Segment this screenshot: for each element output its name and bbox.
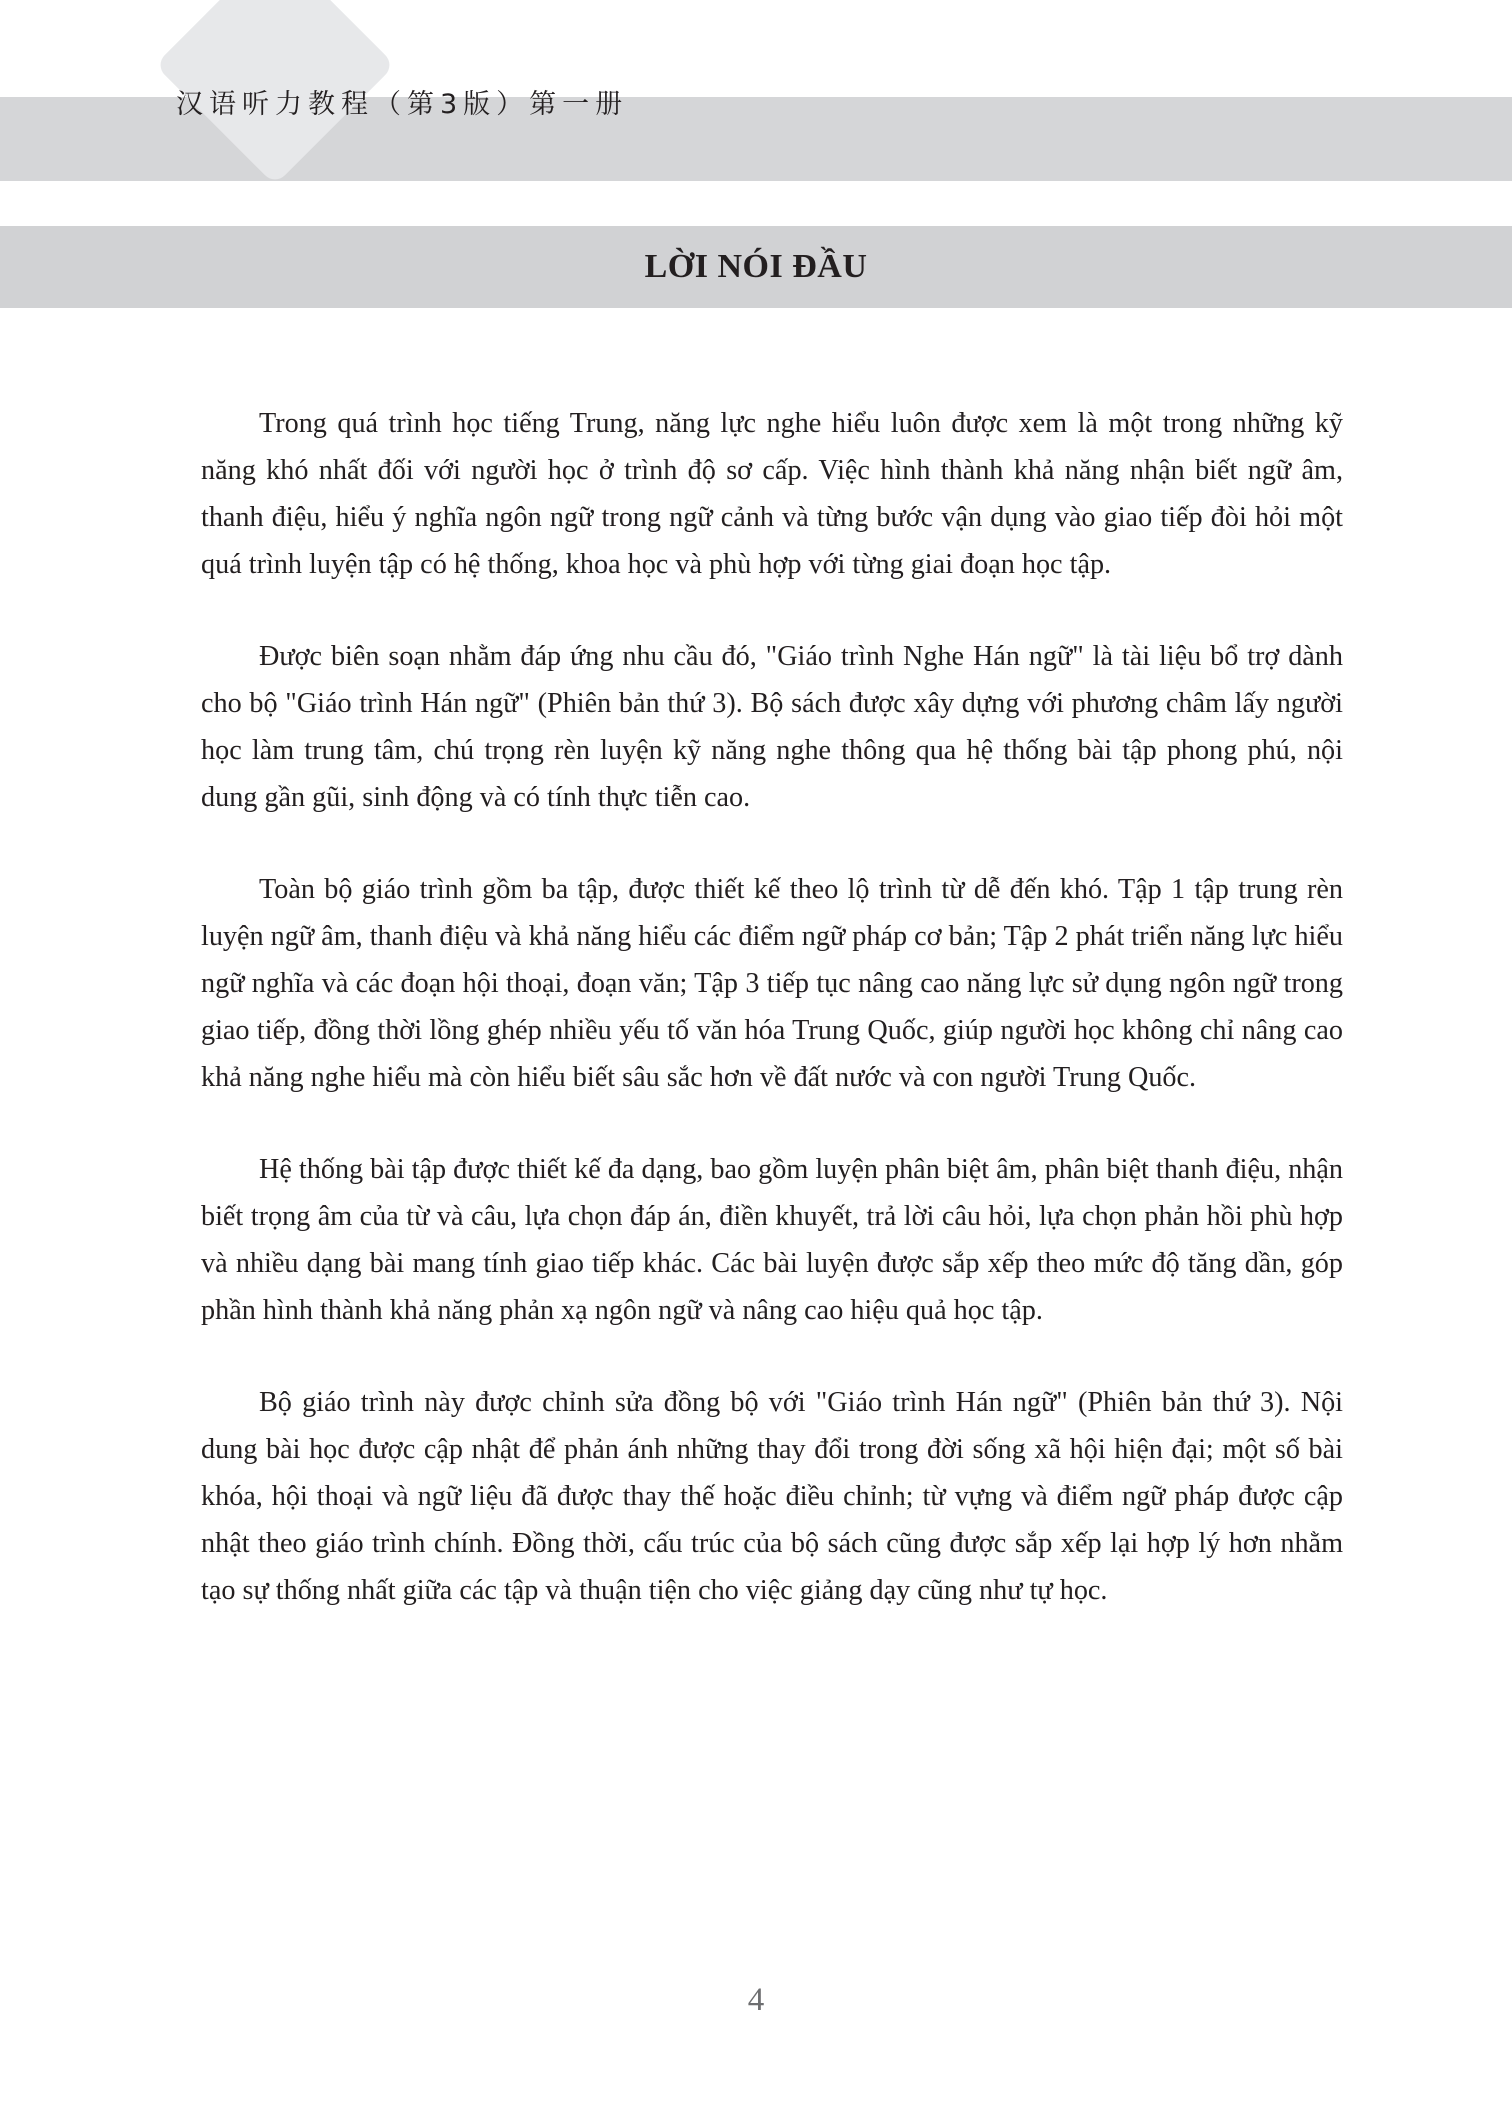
paragraph-5: Bộ giáo trình này được chỉnh sửa đồng bộ với "Giáo trình Hán ngữ" (Phiên bản thứ 3). Nội dung bài học được cập nhật để phản ánh những thay đổi trong đời sống xã hội hiện đại; một số bài khóa, hội thoại và ngữ liệu đã được thay thế hoặc điều chỉnh; từ vựng và điểm ngữ pháp được cập nhật theo giáo trình chính. Đồng thời, cấu trúc của bộ sách cũng được sắp xếp lại hợp lý hơn nhằm tạo sự thống nhất giữa các tập và thuận tiện cho việc giảng dạy cũng như tự học. [201,1387,1343,1606]
paragraph-3: Toàn bộ giáo trình gồm ba tập, được thiết kế theo lộ trình từ dễ đến khó. Tập 1 tập trung rèn luyện ngữ âm, thanh điệu và khả năng hiểu các điểm ngữ pháp cơ bản; Tập 2 phát triển năng lực hiểu ngữ nghĩa và các đoạn hội thoại, đoạn văn; Tập 3 tiếp tục nâng cao năng lực sử dụng ngôn ngữ trong giao tiếp, đồng thời lồng ghép nhiều yếu tố văn hóa Trung Quốc, giúp người học không chỉ nâng cao khả năng nghe hiểu mà còn hiểu biết sâu sắc hơn về đất nước và con người Trung Quốc. [201,874,1343,1093]
running-header-title: 汉语听力教程（第3版）第一册 [176,89,629,120]
page-number: 4 [747,1982,765,2018]
paragraph-4: Hệ thống bài tập được thiết kế đa dạng, bao gồm luyện phân biệt âm, phân biệt thanh điệu, nhận biết trọng âm của từ và câu, lựa chọn đáp án, điền khuyết, trả lời câu hỏi, lựa chọn phản hồi phù hợp và nhiều dạng bài mang tính giao tiếp khác. Các bài luyện được sắp xếp theo mức độ tăng dần, góp phần hình thành khả năng phản xạ ngôn ngữ và nâng cao hiệu quả học tập. [201,1154,1343,1326]
paragraph-2: Được biên soạn nhằm đáp ứng nhu cầu đó, "Giáo trình Nghe Hán ngữ" là tài liệu bổ trợ dành cho bộ "Giáo trình Hán ngữ" (Phiên bản thứ 3). Bộ sách được xây dựng với phương châm lấy người học làm trung tâm, chú trọng rèn luyện kỹ năng nghe thông qua hệ thống bài tập phong phú, nội dung gần gũi, sinh động và có tính thực tiễn cao. [201,641,1343,813]
body-text [201,400,1343,1659]
paragraph-1: Trong quá trình học tiếng Trung, năng lực nghe hiểu luôn được xem là một trong những kỹ năng khó nhất đối với người học ở trình độ sơ cấp. Việc hình thành khả năng nhận biết ngữ âm, thanh điệu, hiểu ý nghĩa ngôn ngữ trong ngữ cảnh và từng bước vận dụng vào giao tiếp đòi hỏi một quá trình luyện tập có hệ thống, khoa học và phù hợp với từng giai đoạn học tập. [201,408,1343,580]
page-title: LỜI NÓI ĐẦU [644,248,868,285]
